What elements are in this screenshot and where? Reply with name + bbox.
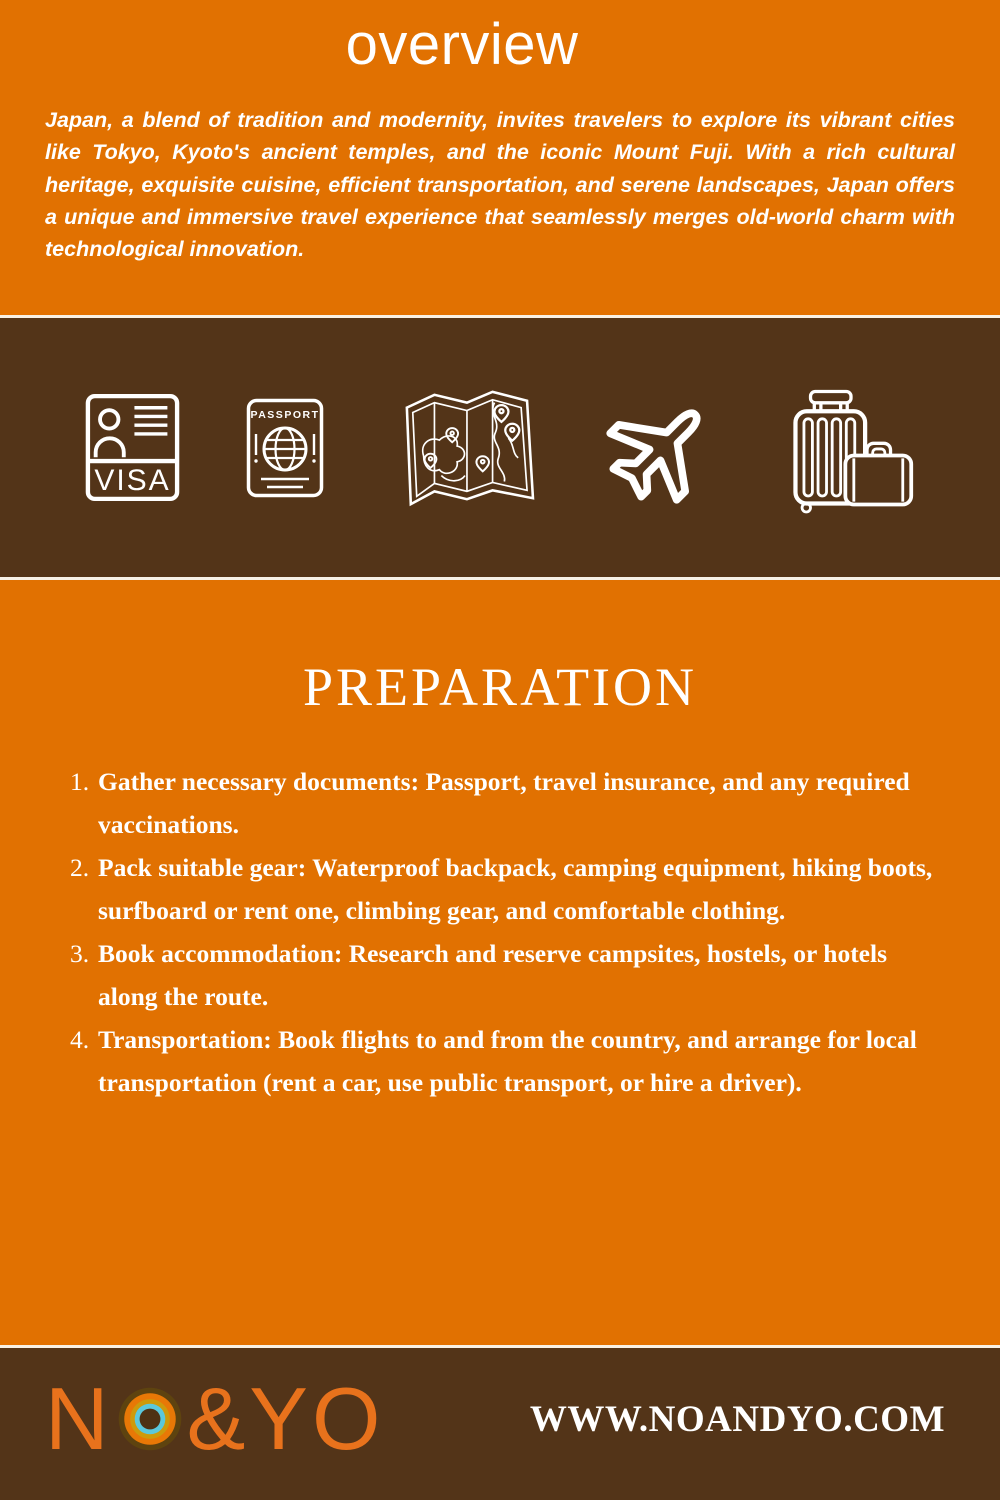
list-item-text: Pack suitable gear: Waterproof backpack, camping equipment, hiking boots, surfboard or rent one, climbing gear, and comfortable clothing. [98,852,933,926]
preparation-list [70,760,938,1105]
list-item-text: Book accommodation: Research and reserve campsites, hostels, or hotels along the route. [98,939,888,1012]
list-item-number: 2. [70,852,90,882]
list-item-text: Transportation: Book flights to and from the country, and arrange for local transportation (rent a car, use public transport, or hire a driver). [98,1025,917,1098]
logo-letters-ayo: &YO [186,1369,385,1468]
list-item [70,1018,938,1104]
noyo-logo [45,1369,385,1468]
overview-title: overview [345,12,579,77]
list-item-number: 4. [70,1025,90,1055]
passport-icon [246,398,324,498]
visa-card-icon [85,393,180,502]
map-icon [390,381,538,514]
passport-label: PASSPORT [250,408,320,421]
luggage-icon [787,381,915,515]
list-item [70,760,938,846]
overview-paragraph: Japan, a blend of tradition and modernity, invites travelers to explore its vibrant cities like Tokyo, Kyoto's ancient temples, and the iconic Mount Fuji. With a rich cultural heritage, exquisite cuisine, efficient transportation, and serene landscapes, Japan offers a unique and immersive travel experience that seamlessly merges old-world charm with technological innovation. [45,107,955,262]
visa-label: VISA [94,464,171,498]
list-item-text: Gather necessary documents: Passport, travel insurance, and any required vaccinations. [98,766,910,839]
list-item [70,846,938,932]
preparation-title: PREPARATION [302,657,698,717]
list-item-number: 3. [70,939,90,969]
airplane-icon [603,389,721,507]
preparation-section [0,580,1000,1345]
logo-letter-n: N [45,1369,113,1468]
logo-rings-icon [118,1387,182,1451]
overview-section [0,0,1000,315]
list-item [70,932,938,1018]
list-item-number: 1. [70,766,90,796]
travel-icons-band [0,318,1000,577]
footer [0,1348,1000,1500]
website-url: WWW.NOANDYO.COM [529,1398,945,1440]
